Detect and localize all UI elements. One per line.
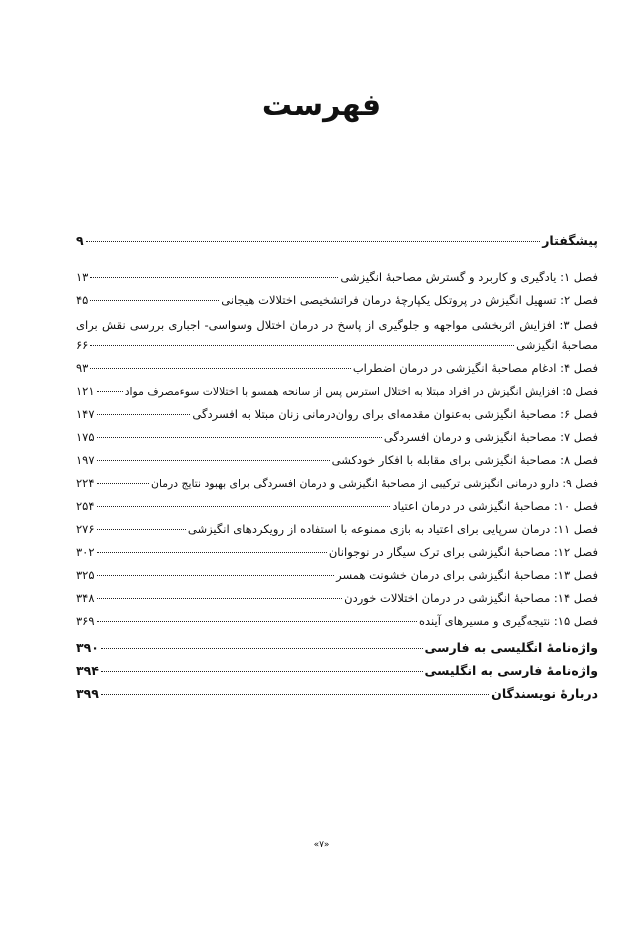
toc-chapter-1[interactable] bbox=[76, 270, 598, 284]
toc-entry-title: فصل ۳: افزایش اثربخشی مواجهه و جلوگیری از پاسخ در درمان اختلال وسواسی- اجباری بررسی نقش برای bbox=[76, 318, 598, 332]
dot-leader bbox=[97, 391, 123, 392]
dot-leader bbox=[101, 694, 489, 695]
dot-leader bbox=[97, 529, 186, 530]
toc-entry-title: فصل ۱۴: مصاحبهٔ انگیزشی در درمان اختلالات خوردن bbox=[344, 591, 598, 605]
dot-leader bbox=[90, 277, 338, 278]
toc-page-number: ۳۹۹ bbox=[76, 686, 99, 701]
toc-entry-title: فصل ۷: مصاحبهٔ انگیزشی و درمان افسردگی bbox=[383, 430, 598, 444]
toc-page-number: ۳۲۵ bbox=[76, 568, 95, 582]
toc-chapter-9[interactable] bbox=[76, 476, 598, 491]
dot-leader bbox=[86, 241, 541, 242]
toc-entry-title: فصل ۲: تسهیل انگیزش در پروتکل یکپارچهٔ درمان فراتشخیصی اختلالات هیجانی bbox=[221, 293, 598, 307]
toc-page-number: ۳۹۰ bbox=[76, 640, 99, 655]
dot-leader bbox=[97, 483, 150, 484]
toc-page-number: ۳۰۲ bbox=[76, 545, 95, 559]
toc-about-authors[interactable] bbox=[76, 687, 598, 701]
toc-entry-title: پیشگفتار bbox=[542, 233, 598, 248]
toc-page-number: ۳۴۸ bbox=[76, 591, 95, 605]
toc-page-number: ۴۵ bbox=[76, 293, 89, 307]
toc-entry-title: فصل ۱۰: مصاحبهٔ انگیزشی در درمان اعتیاد bbox=[392, 499, 598, 513]
page-number: «۷» bbox=[313, 840, 330, 850]
toc-entry-title: فصل ۱۱: درمان سرپایی برای اعتیاد به بازی ممنوعه با استفاده از رویکردهای انگیزشی bbox=[187, 522, 598, 536]
dot-leader bbox=[101, 648, 423, 649]
toc-page-number: ۶۶ bbox=[76, 338, 89, 352]
toc-entry-title-continued: مصاحبهٔ انگیزشی bbox=[516, 338, 598, 352]
toc-page-number: ۲۲۴ bbox=[76, 476, 95, 490]
toc-page-number: ۱۹۷ bbox=[76, 453, 95, 467]
toc-preface[interactable] bbox=[76, 234, 598, 248]
toc-entry-title: فصل ۱: یادگیری و کاربرد و گسترش مصاحبهٔ انگیزشی bbox=[340, 270, 598, 284]
dot-leader bbox=[97, 414, 191, 415]
dot-leader bbox=[97, 506, 391, 507]
toc-entry-title: فصل ۸: مصاحبهٔ انگیزشی برای مقابله با افکار خودکشی bbox=[331, 453, 598, 467]
toc-chapter-10[interactable] bbox=[76, 499, 598, 513]
toc-page-number: ۱۴۷ bbox=[76, 407, 95, 421]
toc-chapter-3-line-1[interactable] bbox=[76, 318, 598, 332]
toc-chapter-15[interactable] bbox=[76, 614, 598, 628]
toc-entry-title: فصل ۹: دارو درمانی انگیزشی ترکیبی از مصاحبهٔ انگیزشی و درمان افسردگی برای بهبود نتایج درمان bbox=[151, 477, 598, 490]
toc-glossary-en-fa[interactable] bbox=[76, 641, 598, 655]
toc-page-number: ۲۷۶ bbox=[76, 522, 95, 536]
toc-page-number: ۹ bbox=[76, 233, 84, 248]
toc-chapter-14[interactable] bbox=[76, 591, 598, 605]
toc-page-number: ۱۷۵ bbox=[76, 430, 95, 444]
toc-entry-title: دربارهٔ نویسندگان bbox=[491, 686, 598, 701]
dot-leader bbox=[90, 345, 514, 346]
dot-leader bbox=[90, 300, 219, 301]
toc-entry-title: فصل ۴: ادغام مصاحبهٔ انگیزشی در درمان اضطراب bbox=[352, 361, 598, 375]
toc-chapter-13[interactable] bbox=[76, 568, 598, 582]
dot-leader bbox=[90, 368, 350, 369]
dot-leader bbox=[97, 621, 417, 622]
toc-entry-title: فصل ۱۳: مصاحبهٔ انگیزشی برای درمان خشونت همسر bbox=[336, 568, 598, 582]
toc-page-number: ۱۲۱ bbox=[76, 384, 95, 398]
dot-leader bbox=[97, 460, 330, 461]
toc-page-number: ۲۵۴ bbox=[76, 499, 95, 513]
dot-leader bbox=[97, 575, 335, 576]
toc-entry-title: واژه‌نامهٔ انگلیسی به فارسی bbox=[424, 640, 598, 655]
toc-page-number: ۹۳ bbox=[76, 361, 89, 375]
toc-entry-title: فصل ۵: افزایش انگیزش در افراد مبتلا به اختلال استرس پس از سانحه همسو با اختلالات سوءمصرف مواد bbox=[124, 385, 598, 398]
toc-page-number: ۱۳ bbox=[76, 270, 89, 284]
toc-entry-title: فصل ۱۲: مصاحبهٔ انگیزشی برای ترک سیگار در نوجوانان bbox=[328, 545, 598, 559]
dot-leader bbox=[97, 552, 327, 553]
page-title: فهرست bbox=[261, 88, 382, 123]
toc-entry-title: فصل ۶: مصاحبهٔ انگیزشی به‌عنوان مقدمه‌ای برای روان‌درمانی زنان مبتلا به افسردگی bbox=[192, 407, 598, 421]
toc-chapter-11[interactable] bbox=[76, 522, 598, 536]
toc-chapter-12[interactable] bbox=[76, 545, 598, 559]
toc-chapter-2[interactable] bbox=[76, 293, 598, 307]
dot-leader bbox=[101, 671, 423, 672]
toc-page-number: ۳۶۹ bbox=[76, 614, 95, 628]
toc-chapter-6[interactable] bbox=[76, 407, 598, 421]
toc-entry-title: فصل ۱۵: نتیجه‌گیری و مسیرهای آینده bbox=[418, 614, 598, 628]
toc-chapter-8[interactable] bbox=[76, 453, 598, 467]
toc-entry-title: واژه‌نامهٔ فارسی به انگلیسی bbox=[424, 663, 598, 678]
toc-chapter-4[interactable] bbox=[76, 361, 598, 375]
toc-page-number: ۳۹۴ bbox=[76, 663, 99, 678]
dot-leader bbox=[97, 437, 382, 438]
toc-chapter-7[interactable] bbox=[76, 430, 598, 444]
dot-leader bbox=[97, 598, 343, 599]
toc-chapter-3-line-2[interactable] bbox=[76, 338, 598, 352]
toc-glossary-fa-en[interactable] bbox=[76, 664, 598, 678]
toc-chapter-5[interactable] bbox=[76, 384, 598, 399]
